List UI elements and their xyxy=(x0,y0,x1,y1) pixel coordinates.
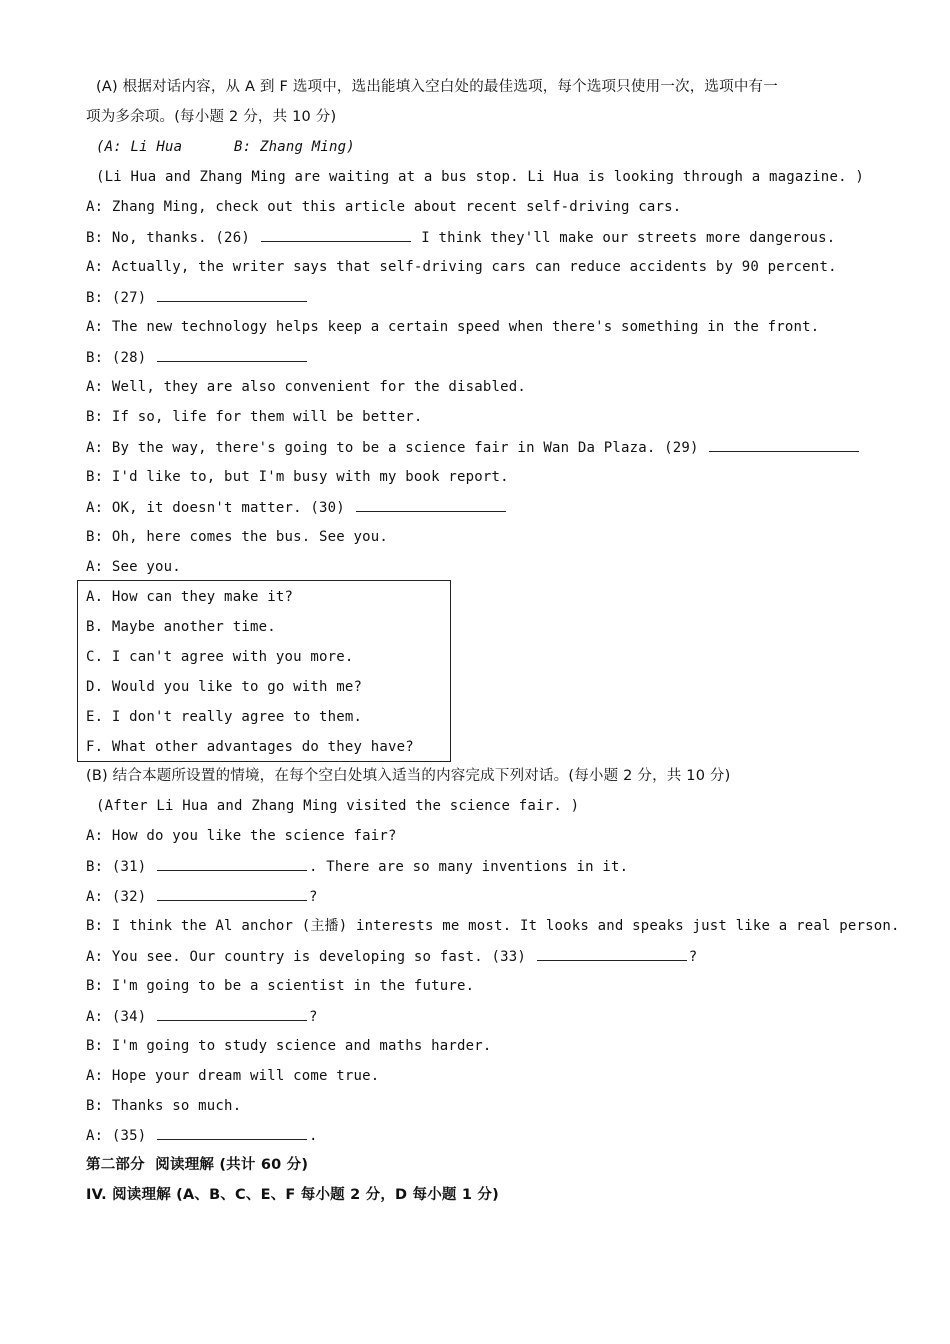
dialogue-line-31 xyxy=(86,856,628,877)
answer-blank-35[interactable] xyxy=(157,1125,307,1140)
answer-blank-33[interactable] xyxy=(537,946,687,961)
dialogue-line: A: Well, they are also convenient for the disabled. xyxy=(86,379,527,395)
answer-blank-26[interactable] xyxy=(261,227,411,242)
dialogue-line: A: The new technology helps keep a certain speed when there's something in the front. xyxy=(86,319,820,335)
dialogue-line-30 xyxy=(86,497,508,518)
part-two-heading: 第二部分 阅读理解 (共计 60 分) xyxy=(86,1157,309,1173)
options-box xyxy=(77,580,451,762)
dialogue-line: A: See you. xyxy=(86,559,181,575)
dialogue-text: A: OK, it doesn't matter. (30) xyxy=(86,500,345,516)
scene-description: (After Li Hua and Zhang Ming visited the science fair. ) xyxy=(96,798,580,814)
dialogue-line-35 xyxy=(86,1125,318,1146)
dialogue-text: B: (28) xyxy=(86,350,147,366)
option-d: D. Would you like to go with me? xyxy=(86,679,363,695)
dialogue-line-26 xyxy=(86,227,835,248)
option-e: E. I don't really agree to them. xyxy=(86,709,363,725)
roles-line: (A: Li Hua B: Zhang Ming) xyxy=(96,139,355,155)
answer-blank-29[interactable] xyxy=(709,437,859,452)
dialogue-text: B: No, thanks. (26) xyxy=(86,230,250,246)
dialogue-text: B: (31) xyxy=(86,859,147,875)
dialogue-text: . There are so many inventions in it. xyxy=(309,859,629,875)
dialogue-text: A: (32) xyxy=(86,889,147,905)
dialogue-line: B: I'd like to, but I'm busy with my book report. xyxy=(86,469,509,485)
dialogue-line: B: I'm going to study science and maths harder. xyxy=(86,1038,492,1054)
dialogue-text: ? xyxy=(309,1009,318,1025)
section-b-intro: (B) 结合本题所设置的情境，在每个空白处填入适当的内容完成下列对话。(每小题 2 分，共 10 分) xyxy=(86,768,731,784)
option-f: F. What other advantages do they have? xyxy=(86,739,414,755)
dialogue-text: A: (35) xyxy=(86,1128,147,1144)
dialogue-line-33 xyxy=(86,946,697,967)
answer-blank-30[interactable] xyxy=(356,497,506,512)
answer-blank-27[interactable] xyxy=(157,287,307,302)
dialogue-line-34 xyxy=(86,1006,318,1027)
dialogue-text: . xyxy=(309,1128,318,1144)
dialogue-text: A: (34) xyxy=(86,1009,147,1025)
dialogue-line: B: I'm going to be a scientist in the future. xyxy=(86,978,475,994)
dialogue-line: A: Zhang Ming, check out this article about recent self-driving cars. xyxy=(86,199,682,215)
dialogue-line: B: If so, life for them will be better. xyxy=(86,409,423,425)
dialogue-line: A: How do you like the science fair? xyxy=(86,828,397,844)
dialogue-line: A: Actually, the writer says that self-driving cars can reduce accidents by 90 percent. xyxy=(86,259,837,275)
dialogue-text: ? xyxy=(309,889,318,905)
answer-blank-28[interactable] xyxy=(157,347,307,362)
dialogue-text: B: (27) xyxy=(86,290,147,306)
dialogue-text: A: You see. Our country is developing so fast. (33) xyxy=(86,949,527,965)
dialogue-text: ? xyxy=(688,949,698,965)
dialogue-text: A: By the way, there's going to be a science fair in Wan Da Plaza. (29) xyxy=(86,440,699,456)
dialogue-line-29 xyxy=(86,437,861,458)
answer-blank-34[interactable] xyxy=(157,1006,307,1021)
option-b: B. Maybe another time. xyxy=(86,619,276,635)
dialogue-text: I think they'll make our streets more dangerous. xyxy=(421,230,836,246)
answer-blank-32[interactable] xyxy=(157,886,307,901)
dialogue-line-27 xyxy=(86,287,309,308)
dialogue-line: B: Thanks so much. xyxy=(86,1098,242,1114)
dialogue-line: B: I think the Al anchor (主播) interests me most. It looks and speaks just like a real person. xyxy=(86,918,900,934)
option-a: A. How can they make it? xyxy=(86,589,294,605)
section-a-intro-line1: (A) 根据对话内容，从 A 到 F 选项中，选出能填入空白处的最佳选项，每个选项只使用一次，选项中有一 xyxy=(96,79,778,95)
scene-description: (Li Hua and Zhang Ming are waiting at a bus stop. Li Hua is looking through a magazine. ) xyxy=(96,169,864,185)
dialogue-line: A: Hope your dream will come true. xyxy=(86,1068,380,1084)
dialogue-line-28 xyxy=(86,347,309,368)
dialogue-line-32 xyxy=(86,886,318,907)
dialogue-line: B: Oh, here comes the bus. See you. xyxy=(86,529,389,545)
option-c: C. I can't agree with you more. xyxy=(86,649,354,665)
answer-blank-31[interactable] xyxy=(157,856,307,871)
reading-section-heading: IV. 阅读理解 (A、B、C、E、F 每小题 2 分，D 每小题 1 分) xyxy=(86,1187,499,1203)
section-a-intro-line2: 项为多余项。(每小题 2 分，共 10 分) xyxy=(86,109,337,125)
